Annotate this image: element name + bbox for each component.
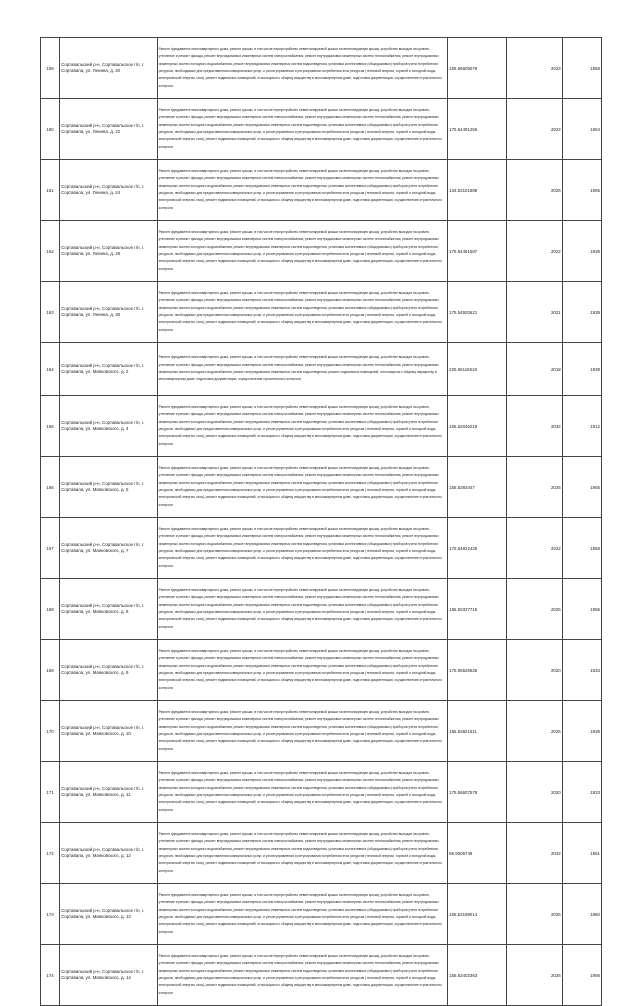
table-row bbox=[41, 640, 602, 701]
repair-year-cell: 2026 bbox=[507, 884, 562, 945]
construction-year-cell: 1939 bbox=[562, 282, 601, 343]
construction-year-cell: 1956 bbox=[562, 945, 601, 1006]
repair-cost-cell: 175.54451587 bbox=[448, 221, 507, 282]
repair-year-cell: 2026 bbox=[507, 945, 562, 1006]
repair-cost-cell: 155.5393447 bbox=[448, 457, 507, 518]
table-row bbox=[41, 701, 602, 762]
repair-works-cell: Ремонт фундамента многоквартирного дома, ремонт крыши, в том числе переустройство невентилируемой крыши на вентилируемую крышу, устройство выходов на кровлю, утепление и ремонт фасада, ремонт внутридомовых инженерных систем электроснабжения, ремонт внутридомовых инженерных систем теплоснабжения, ремонт внутридомовых инженерных систем холодного водоснабжения, ремонт внутридомовых инженерных систем водоотведения, установка коллективных (общедомовых) приборов учета потребления ресурсов, необходимых для предоставления коммунальных услуг, и узлов управления и регулирования потребления этих ресурсов (тепловой энергии, горячей и холодной воды, электрической энергии, газа), ремонт подвальных помещений, относящихся к общему имуществу в многоквартирном доме, подготовка документации, осуществление строительного контроля bbox=[157, 518, 448, 579]
construction-year-cell: 1933 bbox=[562, 762, 601, 823]
repair-cost-cell: 155.50327715 bbox=[448, 579, 507, 640]
row-number-cell: 174 bbox=[41, 945, 60, 1006]
house-address-cell: Сортавальский р-н, Сортавальское г/п, г. Сортавала, ул. Ленина, д. 30 bbox=[60, 282, 158, 343]
row-number-cell: 170 bbox=[41, 701, 60, 762]
row-number-cell: 171 bbox=[41, 762, 60, 823]
row-number-cell: 165 bbox=[41, 396, 60, 457]
repair-cost-cell: 155.56609079 bbox=[448, 38, 507, 99]
repair-works-cell: Ремонт фундамента многоквартирного дома, ремонт крыши, в том числе переустройство невентилируемой крыши на вентилируемую крышу, устройство выходов на кровлю, утепление и ремонт фасада, ремонт внутридомовых инженерных систем электроснабжения, ремонт внутридомовых инженерных систем теплоснабжения, ремонт внутридомовых инженерных систем холодного водоснабжения, ремонт внутридомовых инженерных систем водоотведения, установка коллективных (общедомовых) приборов учета потребления ресурсов, необходимых для предоставления коммунальных услуг, и узлов управления и регулирования потребления этих ресурсов (тепловой энергии, горячей и холодной воды, электрической энергии, газа), ремонт подвальных помещений, относящихся к общему имуществу в многоквартирном доме, подготовка документации, осуществление строительного контроля bbox=[157, 282, 448, 343]
repair-works-cell: Ремонт фундамента многоквартирного дома, ремонт крыши, в том числе переустройство невентилируемой крыши на вентилируемую крышу, устройство выходов на кровлю, утепление и ремонт фасада, ремонт внутридомовых инженерных систем электроснабжения, ремонт внутридомовых инженерных систем теплоснабжения, ремонт внутридомовых инженерных систем холодного водоснабжения, ремонт внутридомовых инженерных систем водоотведения, установка коллективных (общедомовых) приборов учета потребления ресурсов, необходимых для предоставления коммунальных услуг, и узлов управления и регулирования потребления этих ресурсов (тепловой энергии, горячей и холодной воды, электрической энергии, газа), ремонт подвальных помещений, относящихся к общему имуществу в многоквартирном доме, подготовка документации, осуществление строительного контроля bbox=[157, 99, 448, 160]
repair-year-cell: 2018 bbox=[507, 343, 562, 396]
repair-works-cell: Ремонт фундамента многоквартирного дома, ремонт крыши, в том числе переустройство невентилируемой крыши на вентилируемую крышу, устройство выходов на кровлю, утепление и ремонт фасада, ремонт внутридомовых инженерных систем электроснабжения, ремонт внутридомовых инженерных систем теплоснабжения, ремонт внутридомовых инженерных систем холодного водоснабжения, ремонт внутридомовых инженерных систем водоотведения, установка коллективных (общедомовых) приборов учета потребления ресурсов, необходимых для предоставления коммунальных услуг, и узлов управления и регулирования потребления этих ресурсов (тепловой энергии, горячей и холодной воды, электрической энергии, газа), ремонт подвальных помещений, относящихся к общему имуществу в многоквартирном доме, подготовка документации, осуществление строительного контроля bbox=[157, 396, 448, 457]
construction-year-cell: 1939 bbox=[562, 701, 601, 762]
row-number-cell: 173 bbox=[41, 884, 60, 945]
construction-year-cell: 1933 bbox=[562, 640, 601, 701]
repair-works-cell: Ремонт фундамента многоквартирного дома, ремонт крыши, в том числе переустройство невентилируемой крыши на вентилируемую крышу, устройство выходов на кровлю, утепление и ремонт фасада, ремонт внутридомовых инженерных систем электроснабжения, ремонт внутридомовых инженерных систем теплоснабжения, ремонт внутридомовых инженерных систем холодного водоснабжения, ремонт внутридомовых инженерных систем водоотведения, установка коллективных (общедомовых) приборов учета потребления ресурсов, необходимых для предоставления коммунальных услуг, и узлов управления и регулирования потребления этих ресурсов (тепловой энергии, горячей и холодной воды, электрической энергии, газа), ремонт подвальных помещений, относящихся к общему имуществу в многоквартирном доме, подготовка документации, осуществление строительного контроля bbox=[157, 579, 448, 640]
repair-year-cell: 2021 bbox=[507, 282, 562, 343]
row-number-cell: 169 bbox=[41, 640, 60, 701]
table-body bbox=[41, 38, 602, 1006]
repair-cost-cell: 175.55607578 bbox=[448, 762, 507, 823]
house-address-cell: Сортавальский р-н, Сортавальское г/п, г. Сортавала, ул. Маяковского, д. 14 bbox=[60, 945, 158, 1006]
house-address-cell: Сортавальский р-н, Сортавальское г/п, г. Сортавала, ул. Маяковского, д. 11 bbox=[60, 762, 158, 823]
repair-works-cell: Ремонт фундамента многоквартирного дома, ремонт крыши, в том числе переустройство невентилируемой крыши на вентилируемую крышу, устройство выходов на кровлю, утепление и ремонт фасада, ремонт внутридомовых инженерных систем электроснабжения, ремонт внутридомовых инженерных систем теплоснабжения, ремонт внутридомовых инженерных систем холодного водоснабжения, ремонт внутридомовых инженерных систем водоотведения, установка коллективных (общедомовых) приборов учета потребления ресурсов, необходимых для предоставления коммунальных услуг, и узлов управления и регулирования потребления этих ресурсов (тепловой энергии, горячей и холодной воды, электрической энергии, газа), ремонт подвальных помещений, относящихся к общему имуществу в многоквартирном доме, подготовка документации, осуществление строительного контроля bbox=[157, 457, 448, 518]
row-number-cell: 166 bbox=[41, 457, 60, 518]
row-number-cell: 163 bbox=[41, 282, 60, 343]
repair-works-cell: Ремонт фундамента многоквартирного дома, ремонт крыши, в том числе переустройство невентилируемой крыши на вентилируемую крышу, устройство выходов на кровлю, утепление и ремонт фасада, ремонт внутридомовых инженерных систем электроснабжения, ремонт внутридомовых инженерных систем теплоснабжения, ремонт внутридомовых инженерных систем холодного водоснабжения, ремонт внутридомовых инженерных систем водоотведения, установка коллективных (общедомовых) приборов учета потребления ресурсов, необходимых для предоставления коммунальных услуг, и узлов управления и регулирования потребления этих ресурсов (тепловой энергии, горячей и холодной воды, электрической энергии, газа), ремонт подвальных помещений, относящихся к общему имуществу в многоквартирном доме, подготовка документации, осуществление строительного контроля bbox=[157, 38, 448, 99]
repair-year-cell: 2026 bbox=[507, 160, 562, 221]
house-address-cell: Сортавальский р-н, Сортавальское г/п, г. Сортавала, ул. Маяковского, д. 10 bbox=[60, 701, 158, 762]
row-number-cell: 172 bbox=[41, 823, 60, 884]
repair-cost-cell: 95.5006749 bbox=[448, 823, 507, 884]
construction-year-cell: 1961 bbox=[562, 823, 601, 884]
row-number-cell: 161 bbox=[41, 160, 60, 221]
repair-works-cell: Ремонт фундамента многоквартирного дома, ремонт крыши, в том числе переустройство невентилируемой крыши на вентилируемую крышу, устройство выходов на кровлю, утепление и ремонт фасада, ремонт внутридомовых инженерных систем электроснабжения, ремонт внутридомовых инженерных систем теплоснабжения, ремонт внутридомовых инженерных систем холодного водоснабжения, ремонт внутридомовых инженерных систем водоотведения, установка коллективных (общедомовых) приборов учета потребления ресурсов, необходимых для предоставления коммунальных услуг, и узлов управления и регулирования потребления этих ресурсов (тепловой энергии, горячей и холодной воды, электрической энергии, газа), ремонт подвальных помещений, относящихся к общему имуществу в многоквартирном доме, подготовка документации, осуществление строительного контроля bbox=[157, 221, 448, 282]
repair-works-cell: Ремонт фундамента многоквартирного дома, ремонт крыши, в том числе переустройство невентилируемой крыши на вентилируемую крышу, устройство выходов на кровлю, утепление и ремонт фасада, ремонт внутридомовых инженерных систем электроснабжения, ремонт внутридомовых инженерных систем теплоснабжения, ремонт внутридомовых инженерных систем холодного водоснабжения, ремонт внутридомовых инженерных систем водоотведения, установка коллективных (общедомовых) приборов учета потребления ресурсов, необходимых для предоставления коммунальных услуг, и узлов управления и регулирования потребления этих ресурсов (тепловой энергии, горячей и холодной воды, электрической энергии, газа), ремонт подвальных помещений, относящихся к общему имуществу в многоквартирном доме, подготовка документации, осуществление строительного контроля bbox=[157, 160, 448, 221]
repair-works-cell: Ремонт фундамента многоквартирного дома, ремонт крыши, в том числе переустройство невентилируемой крыши на вентилируемую крышу, устройство выходов на кровлю, утепление и ремонт фасада, ремонт внутридомовых инженерных систем электроснабжения, ремонт внутридомовых инженерных систем теплоснабжения, ремонт внутридомовых инженерных систем холодного водоснабжения, ремонт внутридомовых инженерных систем водоотведения, установка коллективных (общедомовых) приборов учета потребления ресурсов, необходимых для предоставления коммунальных услуг, и узлов управления и регулирования потребления этих ресурсов (тепловой энергии, горячей и холодной воды, электрической энергии, газа), ремонт подвальных помещений, относящихся к общему имуществу в многоквартирном доме, подготовка документации, осуществление строительного контроля bbox=[157, 640, 448, 701]
table-row bbox=[41, 99, 602, 160]
table-row bbox=[41, 221, 602, 282]
repair-cost-cell: 175.54920621 bbox=[448, 282, 507, 343]
table-row bbox=[41, 396, 602, 457]
construction-year-cell: 1955 bbox=[562, 457, 601, 518]
page-top-margin bbox=[0, 0, 640, 37]
repair-year-cell: 2042 bbox=[507, 823, 562, 884]
repair-year-cell: 2022 bbox=[507, 518, 562, 579]
table-row bbox=[41, 823, 602, 884]
repair-works-cell: Ремонт фундамента многоквартирного дома, ремонт крыши, в том числе переустройство невентилируемой крыши на вентилируемую крышу, устройство выходов на кровлю, утепление и ремонт фасада, ремонт внутридомовых инженерных систем электроснабжения, ремонт внутридомовых инженерных систем теплоснабжения, ремонт внутридомовых инженерных систем холодного водоснабжения, ремонт внутридомовых инженерных систем водоотведения, установка коллективных (общедомовых) приборов учета потребления ресурсов, необходимых для предоставления коммунальных услуг, и узлов управления и регулирования потребления этих ресурсов (тепловой энергии, горячей и холодной воды, электрической энергии, газа), ремонт подвальных помещений, относящихся к общему имуществу в многоквартирном доме, подготовка документации, осуществление строительного контроля bbox=[157, 884, 448, 945]
repair-year-cell: 2025 bbox=[507, 457, 562, 518]
house-address-cell: Сортавальский р-н, Сортавальское г/п, г. Сортавала, ул. Маяковского, д. 4 bbox=[60, 396, 158, 457]
repair-cost-cell: 225.56116518 bbox=[448, 343, 507, 396]
repair-works-cell: Ремонт фундамента многоквартирного дома, ремонт крыши, в том числе переустройство невентилируемой крыши на вентилируемую крышу, устройство выходов на кровлю, утепление и ремонт фасада, ремонт внутридомовых инженерных систем электроснабжения, ремонт внутридомовых инженерных систем теплоснабжения, ремонт внутридомовых инженерных систем холодного водоснабжения, ремонт внутридомовых инженерных систем водоотведения, установка коллективных (общедомовых) приборов учета потребления ресурсов, необходимых для предоставления коммунальных услуг, и узлов управления и регулирования потребления этих ресурсов (тепловой энергии, горячей и холодной воды, электрической энергии, газа), ремонт подвальных помещений, относящихся к общему имуществу в многоквартирном доме, подготовка документации, осуществление строительного контроля bbox=[157, 762, 448, 823]
repair-works-cell: Ремонт фундамента многоквартирного дома, ремонт крыши, в том числе переустройство невентилируемой крыши на вентилируемую крышу, устройство выходов на кровлю, утепление и ремонт фасада, ремонт внутридомовых инженерных систем электроснабжения, ремонт внутридомовых инженерных систем теплоснабжения, ремонт внутридомовых инженерных систем холодного водоснабжения, ремонт внутридомовых инженерных систем водоотведения, установка коллективных (общедомовых) приборов учета потребления ресурсов, необходимых для предоставления коммунальных услуг, и узлов управления и регулирования потребления этих ресурсов (тепловой энергии, горячей и холодной воды, электрической энергии, газа), ремонт подвальных помещений, относящихся к общему имуществу в многоквартирном доме, подготовка документации, осуществление строительного контроля bbox=[157, 701, 448, 762]
construction-year-cell: 1956 bbox=[562, 579, 601, 640]
capital-repair-table bbox=[40, 37, 602, 1006]
repair-year-cell: 2032 bbox=[507, 396, 562, 457]
table-row bbox=[41, 343, 602, 396]
table-row bbox=[41, 38, 602, 99]
repair-year-cell: 2022 bbox=[507, 221, 562, 282]
table-row bbox=[41, 579, 602, 640]
repair-cost-cell: 175.54922425 bbox=[448, 518, 507, 579]
house-address-cell: Сортавальский р-н, Сортавальское г/п, г. Сортавала, ул. Маяковского, д. 5 bbox=[60, 457, 158, 518]
house-address-cell: Сортавальский р-н, Сортавальское г/п, г. Сортавала, ул. Маяковского, д. 2 bbox=[60, 343, 158, 396]
repair-works-cell: Ремонт фундамента многоквартирного дома, ремонт крыши, в том числе переустройство невентилируемой крыши на вентилируемую крышу, устройство выходов на кровлю, утепление и ремонт фасада, ремонт внутридомовых инженерных систем электроснабжения, ремонт внутридомовых инженерных систем теплоснабжения, ремонт внутридомовых инженерных систем холодного водоснабжения, ремонт внутридомовых инженерных систем водоотведения, установка коллективных (общедомовых) приборов учета потребления ресурсов, необходимых для предоставления коммунальных услуг, и узлов управления и регулирования потребления этих ресурсов (тепловой энергии, горячей и холодной воды, электрической энергии, газа), ремонт подвальных помещений, относящихся к общему имуществу в многоквартирном доме, подготовка документации, осуществление строительного контроля bbox=[157, 823, 448, 884]
construction-year-cell: 1939 bbox=[562, 343, 601, 396]
repair-cost-cell: 175.54491256 bbox=[448, 99, 507, 160]
repair-works-cell: Ремонт фундамента многоквартирного дома, ремонт крыши, в том числе переустройство невентилируемой крыши на вентилируемую крышу, устройство выходов на кровлю, утепление и ремонт фасада, ремонт внутридомовых инженерных систем электроснабжения, ремонт внутридомовых инженерных систем теплоснабжения, ремонт внутридомовых инженерных систем холодного водоснабжения, ремонт внутридомовых инженерных систем водоотведения, установка коллективных (общедомовых) приборов учета потребления ресурсов, необходимых для предоставления коммунальных услуг, и узлов управления и регулирования потребления этих ресурсов (тепловой энергии, горячей и холодной воды, электрической энергии, газа), ремонт подвальных помещений, относящихся к общему имуществу в многоквартирном доме, подготовка документации, осуществление строительного контроля bbox=[157, 945, 448, 1006]
row-number-cell: 160 bbox=[41, 99, 60, 160]
table-row bbox=[41, 884, 602, 945]
repair-cost-cell: 155.53402363 bbox=[448, 945, 507, 1006]
row-number-cell: 162 bbox=[41, 221, 60, 282]
repair-year-cell: 2026 bbox=[507, 701, 562, 762]
row-number-cell: 164 bbox=[41, 343, 60, 396]
row-number-cell: 167 bbox=[41, 518, 60, 579]
table-row bbox=[41, 282, 602, 343]
repair-cost-cell: 134.53101888 bbox=[448, 160, 507, 221]
construction-year-cell: 1958 bbox=[562, 518, 601, 579]
table-row bbox=[41, 518, 602, 579]
construction-year-cell: 1955 bbox=[562, 160, 601, 221]
repair-year-cell: 2022 bbox=[507, 99, 562, 160]
house-address-cell: Сортавальский р-н, Сортавальское г/п, г. Сортавала, ул. Маяковского, д. 7 bbox=[60, 518, 158, 579]
house-address-cell: Сортавальский р-н, Сортавальское г/п, г. Сортавала, ул. Ленина, д. 24 bbox=[60, 160, 158, 221]
repair-year-cell: 2026 bbox=[507, 579, 562, 640]
repair-cost-cell: 155.53199014 bbox=[448, 884, 507, 945]
row-number-cell: 159 bbox=[41, 38, 60, 99]
repair-year-cell: 2020 bbox=[507, 762, 562, 823]
house-address-cell: Сортавальский р-н, Сортавальское г/п, г. Сортавала, ул. Ленина, д. 22 bbox=[60, 99, 158, 160]
row-number-cell: 168 bbox=[41, 579, 60, 640]
table-row bbox=[41, 762, 602, 823]
construction-year-cell: 1960 bbox=[562, 884, 601, 945]
house-address-cell: Сортавальский р-н, Сортавальское г/п, г. Сортавала, ул. Маяковского, д. 13 bbox=[60, 884, 158, 945]
repair-works-cell: Ремонт фундамента многоквартирного дома, ремонт крыши, в том числе переустройство невентилируемой крыши на вентилируемую крышу, устройство выходов на кровлю, утепление и ремонт фасада, ремонт внутридомовых инженерных систем электроснабжения, ремонт внутридомовых инженерных систем теплоснабжения, ремонт внутридомовых инженерных систем холодного водоснабжения, ремонт внутридомовых инженерных систем водоотведения, ремонт подвальных помещений, относящихся к общему имуществу в многоквартирном доме, подготовка документации, осуществление строительного контроля bbox=[157, 343, 448, 396]
house-address-cell: Сортавальский р-н, Сортавальское г/п, г. Сортавала, ул. Маяковского, д. 8 bbox=[60, 579, 158, 640]
construction-year-cell: 1912 bbox=[562, 396, 601, 457]
repair-cost-cell: 175.55526636 bbox=[448, 640, 507, 701]
repair-year-cell: 2023 bbox=[507, 38, 562, 99]
table-row bbox=[41, 945, 602, 1006]
construction-year-cell: 1939 bbox=[562, 221, 601, 282]
construction-year-cell: 1958 bbox=[562, 38, 601, 99]
house-address-cell: Сортавальский р-н, Сортавальское г/п, г. Сортавала, ул. Ленина, д. 28 bbox=[60, 221, 158, 282]
table-row bbox=[41, 457, 602, 518]
repair-cost-cell: 155.53921611 bbox=[448, 701, 507, 762]
construction-year-cell: 1964 bbox=[562, 99, 601, 160]
house-address-cell: Сортавальский р-н, Сортавальское г/п, г. Сортавала, ул. Ленина, д. 20 bbox=[60, 38, 158, 99]
repair-cost-cell: 155.52046219 bbox=[448, 396, 507, 457]
table-row bbox=[41, 160, 602, 221]
house-address-cell: Сортавальский р-н, Сортавальское г/п, г. Сортавала, ул. Маяковского, д. 9 bbox=[60, 640, 158, 701]
house-address-cell: Сортавальский р-н, Сортавальское г/п, г. Сортавала, ул. Маяковского, д. 12 bbox=[60, 823, 158, 884]
repair-year-cell: 2020 bbox=[507, 640, 562, 701]
